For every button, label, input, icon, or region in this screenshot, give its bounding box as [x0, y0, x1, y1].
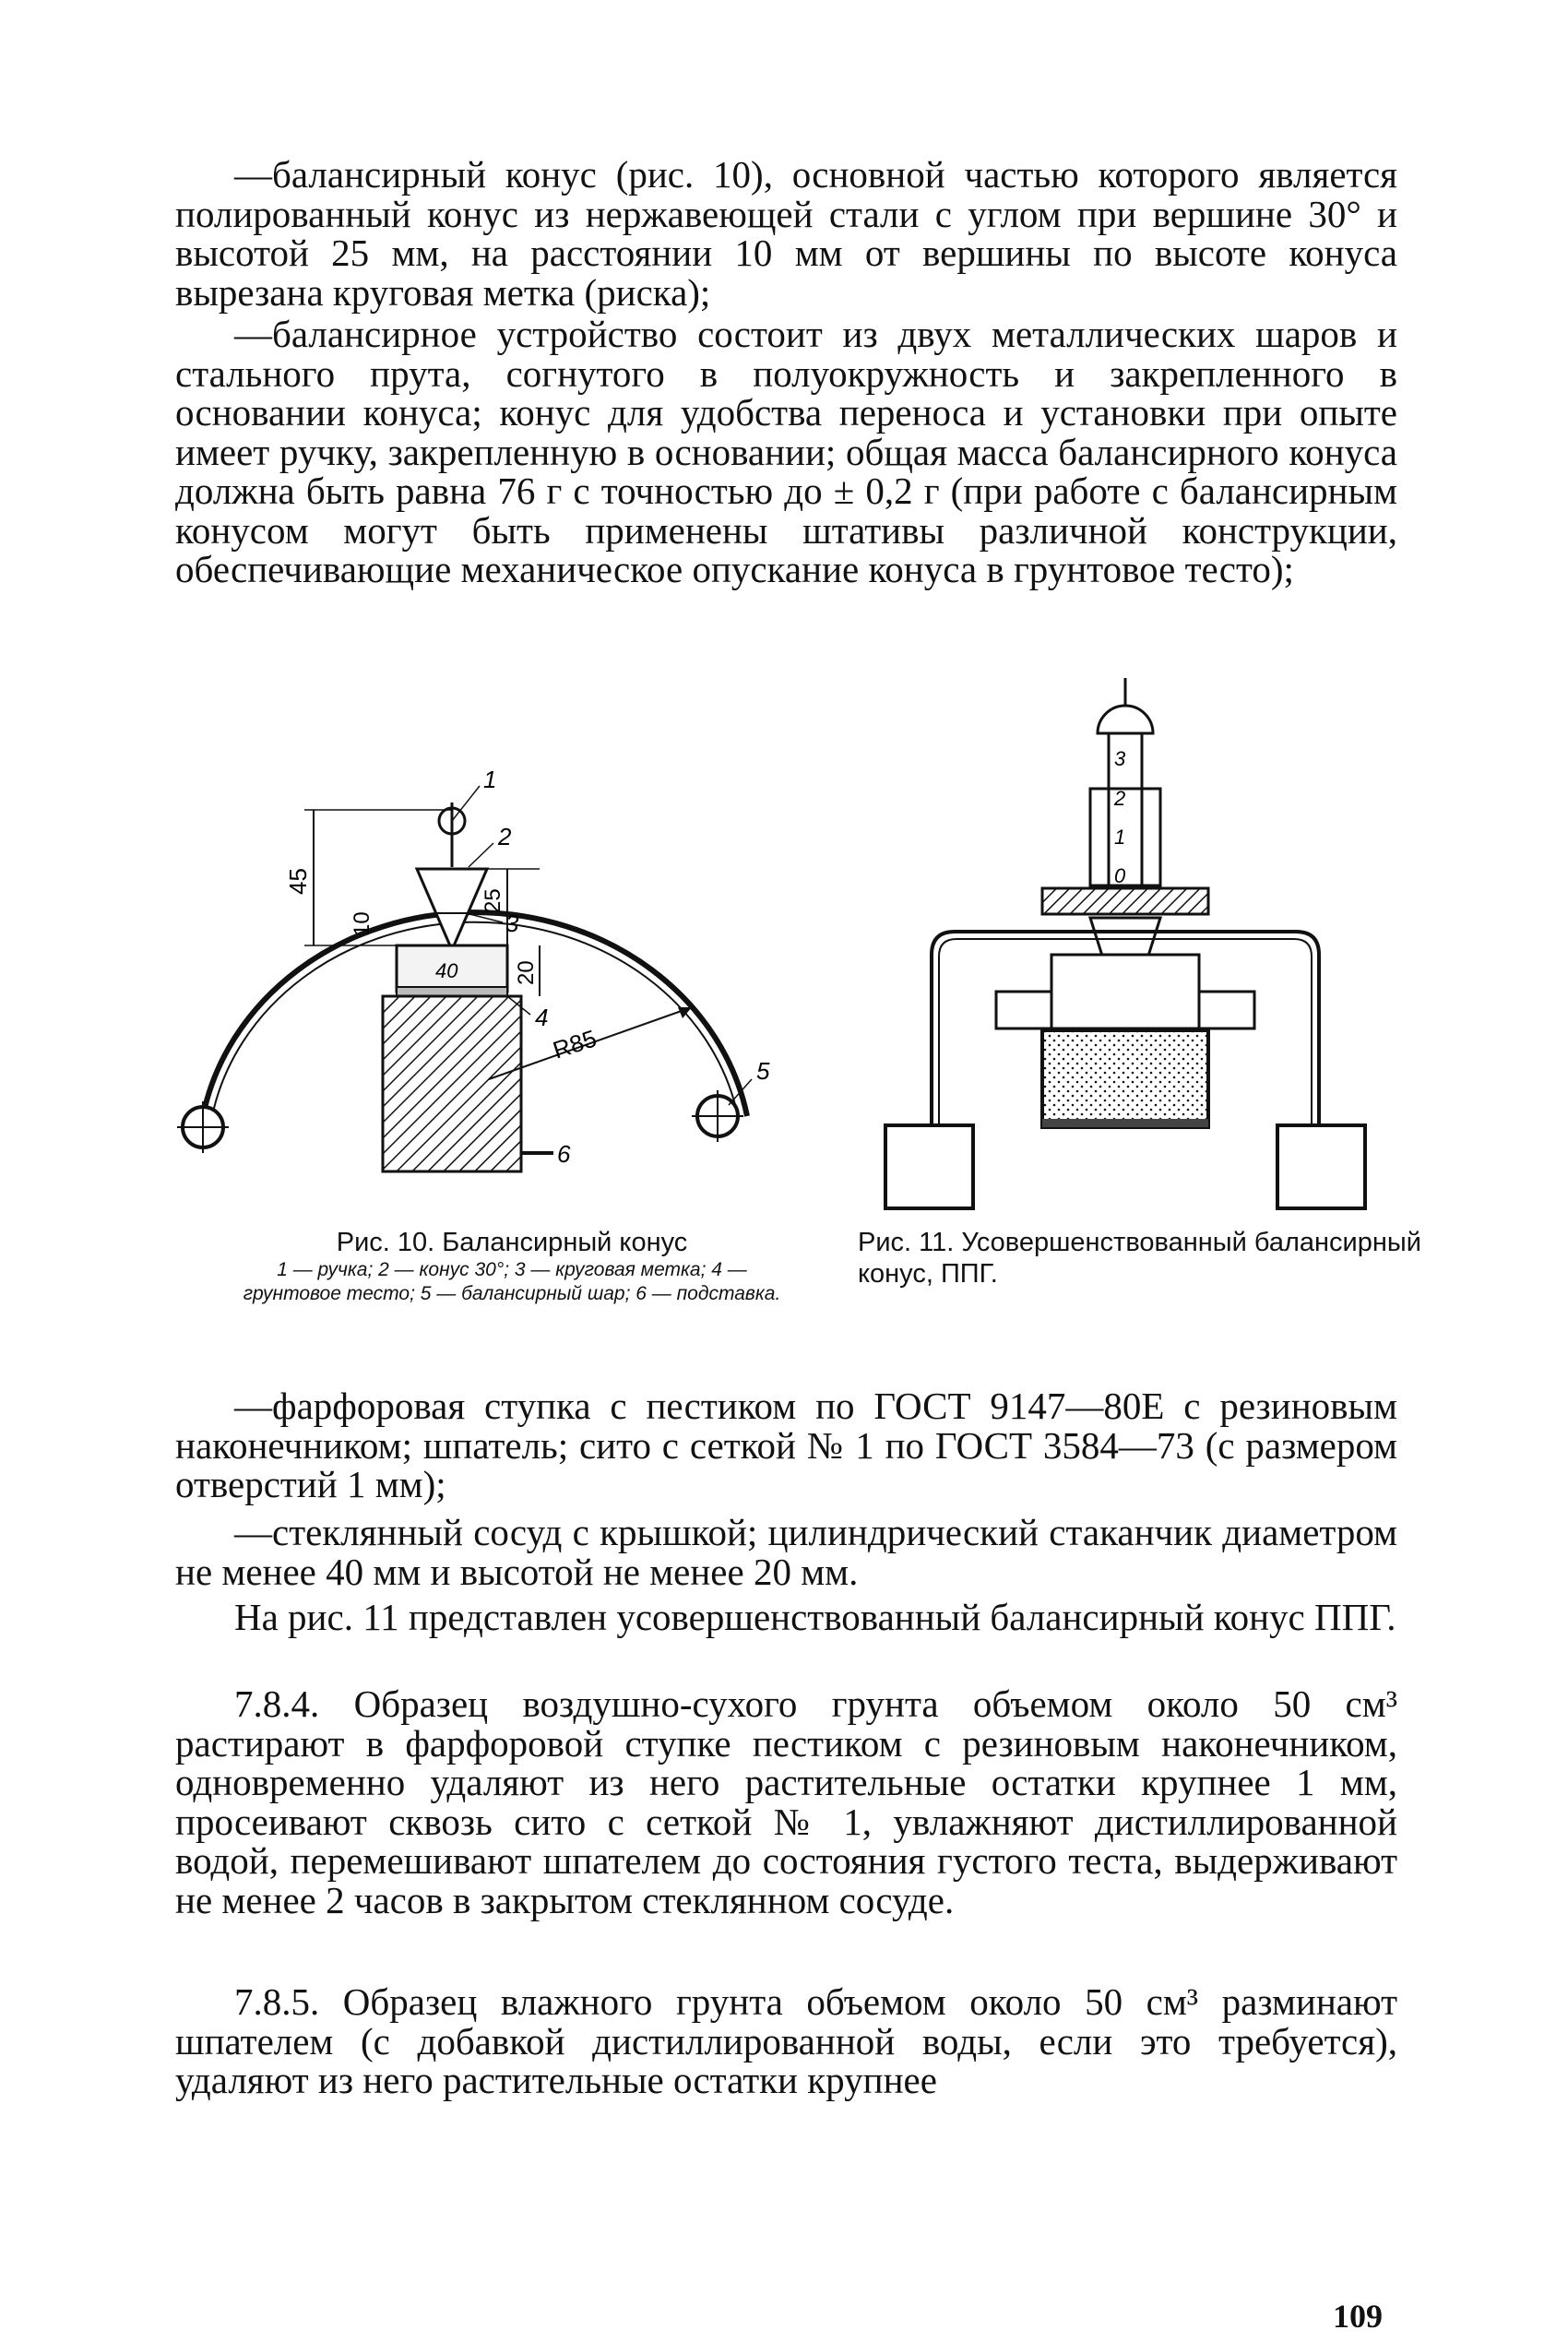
figure-11-caption: Рис. 11. Усовершенствованный балансирный конус, ППГ. — [858, 1228, 1421, 1289]
fig11-scale-1: 1 — [1114, 826, 1126, 849]
figure-10-caption: Рис. 10. Балансирный конус — [336, 1228, 688, 1257]
fig11-scale-3: 3 — [1114, 747, 1126, 770]
paragraph-glass-vessel: —стеклянный сосуд с крышкой; цилиндрический стаканчик диаметром не менее 40 мм и высотой не менее 20 мм. — [175, 1511, 1397, 1593]
paragraph-figure-11-reference: На рис. 11 представлен усовершенствованный балансирный конус ППГ. — [234, 1596, 1396, 1638]
figure-11-diagram — [849, 678, 1439, 1213]
fig11-scale-0: 0 — [1114, 864, 1126, 887]
fig10-label-4: 4 — [535, 1004, 549, 1031]
figure-10-caption-block — [226, 1227, 798, 1306]
fig10-label-1: 1 — [483, 766, 497, 793]
fig10-dim-20: 20 — [514, 960, 539, 985]
page-number: 109 — [1333, 2298, 1383, 2335]
fig10-label-6: 6 — [557, 1140, 571, 1168]
figure-10-diagram — [175, 766, 876, 1190]
fig10-radius-R85: R85 — [549, 1024, 600, 1064]
figure-11-caption-block — [849, 1227, 1448, 1290]
paragraph-balancing-device: —балансирное устройство состоит из двух металлических шаров и стального прута, согнутого в полуокружность и закрепленного в основании конуса; конус для удобства переноса и установки при опыте имеет ручку, закрепленную в основании; общая масса балансирного конуса должна быть равна 76 г с точностью до ± 0,2 г (при работе с балансирным конусом могут быть применены штативы различной конструкции, обеспечивающие механическое опускание конуса в грунтовое тесто); — [175, 313, 1397, 590]
figure-10-legend: 1 — ручка; 2 — конус 30°; 3 — круговая метка; 4 — грунтовое тесто; 5 — балансирный шар; 6 — подставка. — [243, 1259, 781, 1304]
fig10-label-2: 2 — [498, 823, 512, 850]
fig10-dim-10: 10 — [350, 911, 374, 936]
fig10-dim-25: 25 — [481, 888, 505, 913]
paragraph-7-8-5: 7.8.5. Образец влажного грунта объемом около 50 см³ разминают шпателем (с добавкой дистиллированной воды, если это требуется), удаляют из него растительные остатки крупнее — [175, 1980, 1397, 2101]
paragraph-balancing-cone: —балансирный конус (рис. 10), основной частью которого является полированный конус из нержавеющей стали с углом при вершине 30° и высотой 25 мм, на расстоянии 10 мм от вершины по высоте конуса вырезана круговая метка (риска); — [175, 153, 1397, 314]
fig10-label-3: 3 — [505, 909, 519, 937]
paragraph-porcelain-mortar: —фарфоровая ступка с пестиком по ГОСТ 9147—80Е с резиновым наконечником; шпатель; сито с сеткой № 1 по ГОСТ 3584—73 (с размером отверстий 1 мм); — [175, 1385, 1397, 1505]
fig10-dim-40: 40 — [435, 959, 458, 982]
fig10-dim-45: 45 — [284, 868, 312, 895]
paragraph-7-8-4: 7.8.4. Образец воздушно-сухого грунта объемом около 50 см³ растирают в фарфоровой ступке пестиком с резиновым наконечником, одновременно удаляют из него растительные остатки крупнее 1 мм, просеивают сквозь сито с сеткой № 1, увлажняют дистиллированной водой, перемешивают шпателем до состояния густого теста, выдерживают не менее 2 часов в закрытом стеклянном сосуде. — [175, 1682, 1397, 1921]
fig10-label-5: 5 — [756, 1057, 770, 1085]
fig11-scale-2: 2 — [1114, 787, 1126, 810]
